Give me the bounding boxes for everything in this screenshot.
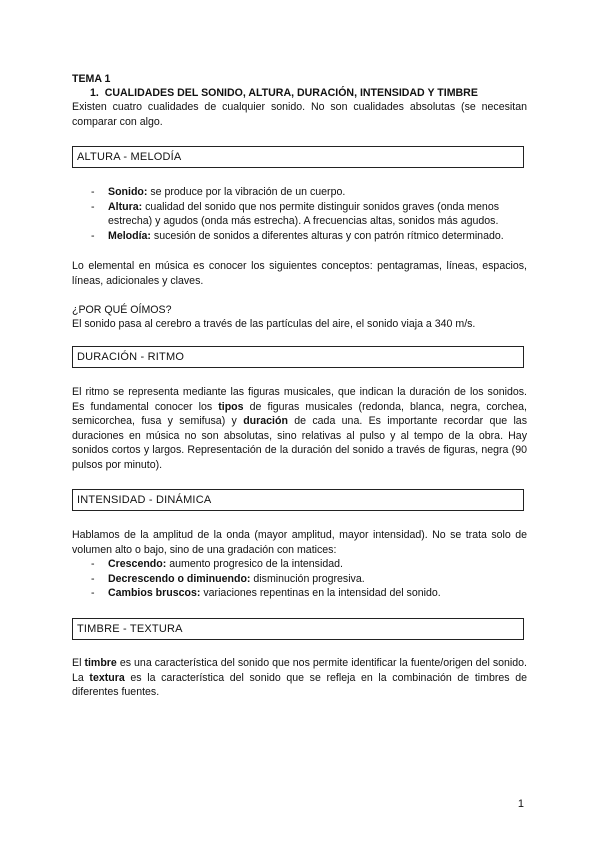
question-heading: ¿POR QUÉ OÍMOS? <box>72 304 172 316</box>
list-item <box>72 229 527 244</box>
definition: se produce por la vibración de un cuerpo. <box>147 186 346 198</box>
page-number: 1 <box>517 798 524 810</box>
term: Crescendo: <box>108 558 167 570</box>
definition: disminución progresiva. <box>250 572 365 585</box>
altura-paragraph: Lo elemental en música es conocer los siguientes conceptos: pentagramas, líneas, espacios, líneas, adicionales y claves. <box>72 260 527 287</box>
intensidad-paragraph: Hablamos de la amplitud de la onda (mayor amplitud, mayor intensidad). No se trata solo de volumen alto o bajo, sino de una gradación con matices: <box>72 529 527 556</box>
list-item <box>72 200 527 229</box>
term: Cambios bruscos: <box>108 587 201 600</box>
term: Decrescendo o diminuendo: <box>108 572 251 585</box>
tema-label: TEMA 1 <box>72 73 111 85</box>
text: El ritmo se representa mediante las figuras musicales, que indican la duración de los sonidos. Es fundamental conocer los <box>72 386 527 413</box>
definition: cualidad del sonido que nos permite distinguir sonidos graves (onda menos estrecha) y agudos (onda más estrecha). A frecuencias altas, sonidos más agudos. <box>108 200 500 228</box>
intensidad-title-box: INTENSIDAD - DINÁMICA <box>72 489 524 511</box>
list-item <box>72 557 527 572</box>
term: Altura: <box>108 200 143 213</box>
altura-list <box>72 185 527 243</box>
term: timbre <box>84 657 117 669</box>
term: Melodía: <box>108 229 151 242</box>
definition: sucesión de sonidos a diferentes alturas y con patrón rítmico determinado. <box>150 229 504 242</box>
duracion-title-box: DURACIÓN - RITMO <box>72 346 524 368</box>
heading-number: 1. <box>90 87 99 99</box>
heading-text: CUALIDADES DEL SONIDO, ALTURA, DURACIÓN, INTENSIDAD Y TIMBRE <box>104 87 478 99</box>
altura-title-box: ALTURA - MELODÍA <box>72 146 524 168</box>
definition: variaciones repentinas en la intensidad del sonido. <box>200 587 441 600</box>
section-heading <box>90 86 530 101</box>
definition: aumento progresico de la intensidad. <box>166 558 343 570</box>
text: de figuras musicales (redonda, blanca, negra, corchea, semicorchea, fusa y semifusa) y <box>72 400 527 428</box>
text: de cada una. Es importante recordar que las duraciones en música no son absolutas, sino relativas al pulso y al tempo de la obra. Hay sonidos cortos y largos. Representación de la duración del sonido a través de figuras, negra (90 pulsos por minuto). <box>72 415 527 471</box>
term: Sonido: <box>108 186 148 198</box>
intro-paragraph: Existen cuatro cualidades de cualquier sonido. No son cualidades absolutas (se necesitan comparar con algo. <box>72 101 527 128</box>
list-item <box>72 586 527 601</box>
list-item <box>72 185 527 200</box>
question-answer: El sonido pasa al cerebro a través de las partículas del aire, el sonido viaja a 340 m/s. <box>72 318 476 330</box>
text: El <box>72 657 85 669</box>
text: es una característica del sonido que nos permite identificar la fuente/origen del sonido. La <box>72 657 527 684</box>
list-item <box>72 572 527 587</box>
timbre-title-box: TIMBRE - TEXTURA <box>72 618 524 640</box>
text: es la característica del sonido que se refleja en la combinación de timbres de diferentes fuentes. <box>72 671 527 699</box>
duracion-paragraph <box>72 385 527 473</box>
intensidad-list <box>72 557 527 601</box>
term: duración <box>243 415 288 428</box>
term: textura <box>89 671 125 684</box>
term: tipos <box>218 400 244 413</box>
timbre-paragraph <box>72 656 527 700</box>
